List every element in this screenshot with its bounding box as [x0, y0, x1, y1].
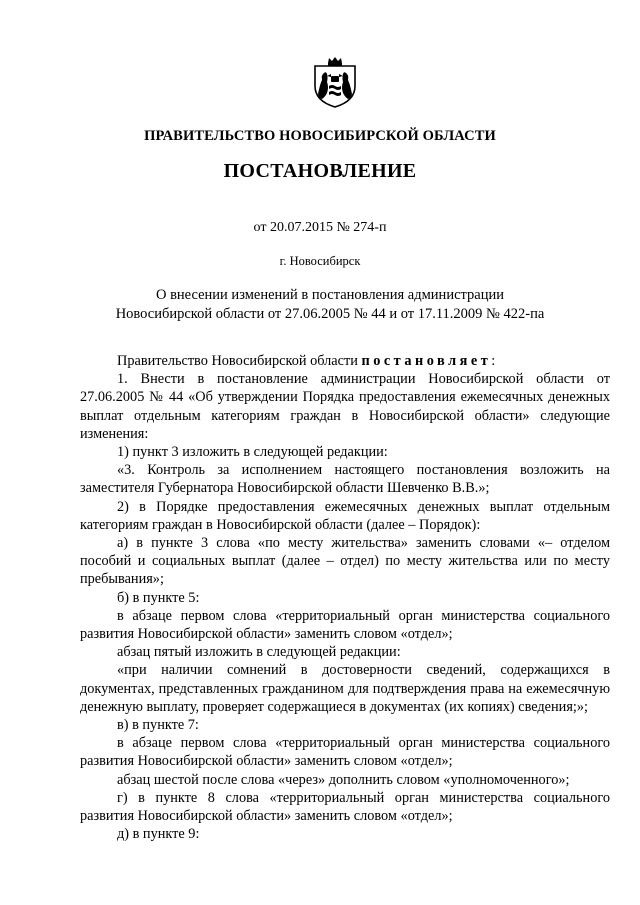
- body-paragraph: «3. Контроль за исполнением настоящего постановления возложить на заместителя Губернатора Новосибирской области Шевченко В.В.»;: [80, 462, 610, 497]
- intro-resolves: постановляет: [361, 353, 492, 369]
- document-kind: ПОСТАНОВЛЕНИЕ: [223, 160, 417, 182]
- body-paragraph: 2) в Порядке предоставления ежемесячных денежных выплат отдельным категориям граждан в Новосибирской области (далее – Порядок):: [80, 498, 610, 533]
- body-paragraph: а) в пункте 3 слова «по месту жительства» заменить словами «– отделом пособий и социальных выплат (далее – отдел) по месту жительства или по месту пребывания»;: [80, 535, 610, 588]
- city: г. Новосибирск: [279, 254, 361, 268]
- subject-line: Новосибирской области от 27.06.2005 № 44 и от 17.11.2009 № 422-па: [115, 306, 545, 322]
- date-and-number: от 20.07.2015 № 274-п: [253, 220, 387, 235]
- body-paragraph: абзац пятый изложить в следующей редакции:: [117, 644, 401, 661]
- body-paragraph: б) в пункте 5:: [117, 589, 200, 606]
- body-paragraph: 1. Внести в постановление администрации Новосибирской области от 27.06.2005 № 44 «Об утверждении Порядка предоставления ежемесячных денежных выплат отдельным категориям граждан в Новосибирской области» следующие изменения:: [80, 371, 610, 442]
- subject-line: О внесении изменений в постановления администрации: [155, 287, 504, 303]
- intro-paragraph: [80, 352, 610, 370]
- intro-suffix: :: [491, 353, 496, 369]
- body-paragraph: г) в пункте 8 слова «территориальный орган министерства социального развития Новосибирской области» заменить словом «отдел»;: [80, 789, 610, 825]
- body-paragraph: «при наличии сомнений в достоверности сведений, содержащихся в документах, представленных гражданином для подтверждения права на ежемесячную денежную выплату, проверяет содержащиеся в документах (их копиях) сведения;»;: [80, 662, 610, 715]
- body-paragraph: 1) пункт 3 изложить в следующей редакции:: [117, 444, 388, 461]
- body-paragraph: в) в пункте 7:: [117, 717, 199, 734]
- body-paragraph: абзац шестой после слова «через» дополнить словом «уполномоченного»;: [117, 771, 570, 788]
- body-paragraph: в абзаце первом слова «территориальный орган министерства социального развития Новосибирской области» заменить словом «отдел»;: [80, 735, 610, 770]
- document-subject: [80, 286, 580, 324]
- government-name: ПРАВИТЕЛЬСТВО НОВОСИБИРСКОЙ ОБЛАСТИ: [144, 128, 496, 144]
- body-paragraph: д) в пункте 9:: [117, 826, 200, 843]
- coat-of-arms-icon: [313, 56, 357, 108]
- intro-prefix: Правительство Новосибирской области: [117, 353, 362, 369]
- body-paragraph: в абзаце первом слова «территориальный орган министерства социального развития Новосибирской области» заменить словом «отдел»;: [80, 607, 610, 643]
- document-body: [80, 352, 610, 843]
